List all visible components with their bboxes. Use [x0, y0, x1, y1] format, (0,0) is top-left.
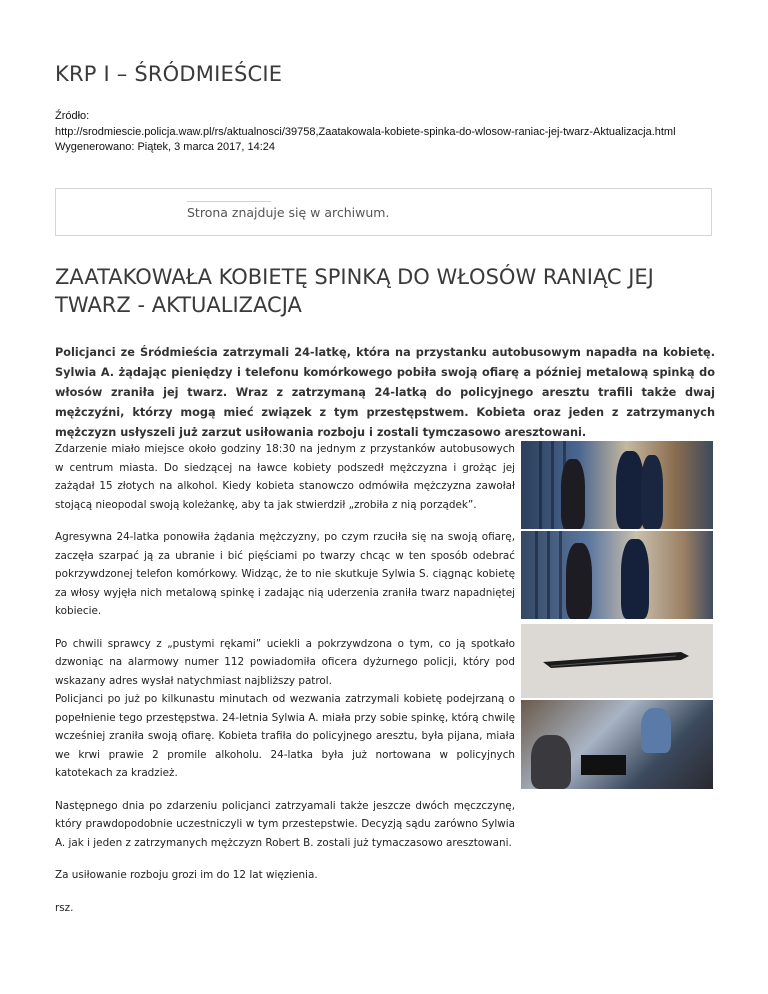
photo-arrest-1 [521, 441, 713, 529]
archive-notice [55, 188, 712, 236]
signature: rsz. [55, 901, 74, 914]
generated-date: Wygenerowano: Piątek, 3 marca 2017, 14:24 [55, 141, 276, 153]
paragraph: Zdarzenie miało miejsce około godziny 18:30 na jednym z przystanków autobusowych w centrum miasta. Do siedzącej na ławce kobiety podszedł mężczyzna i grożąc jej zażądał 15 złotych na alkohol. Kiedy kobieta stanowczo odmówiła mężczyzna zawołał stojącą nieopodal swoją koleżankę, aby ta jak stwierdził „zrobiła z nią porządek”. [55, 443, 515, 511]
hairpin-graphic [541, 648, 691, 670]
paragraph: Agresywna 24-latka ponowiła żądania mężczyzny, po czym rzuciła się na swoją ofiarę, zaczęła szarpać ją za ubranie i bić pięściami po twarzy chcąc w ten sposób odebrać pokrzywdzonej telefon komórkowy. Widząc, że to nie skutkuje Sylwia S. ciągnąc kobietę za włosy wyjęła nich metalową spinkę i zadając nią uderzenia zraniła twarz napadniętej kobiecie. [55, 531, 515, 617]
article-lead: Policjanci ze Śródmieścia zatrzymali 24-latkę, która na przystanku autobusowym napadła na kobietę. Sylwia A. żądając pieniędzy i telefonu komórkowego pobiła swoją ofiarę a później metalową spinką do włosów zraniła jej twarz. Wraz z zatrzymaną 24-latką do policyjnego aresztu trafili także dwaj mężczyźni, którzy mogą mieć związek z tym przestępstwem. Kobieta oraz jeden z zatrzymanych mężczyzn usłyszeli już zarzut usiłowania rozboju i zostali tymczasowo aresztowani. [55, 346, 715, 439]
site-title: KRP I – ŚRÓDMIEŚCIE [55, 62, 283, 86]
paragraph: Następnego dnia po zdarzeniu policjanci zatrzyamali także jeszcze dwóch męczczynę, który prawdopodobnie uczestniczyli w tym przestepstwie. Decyzją sądu zarówno Sylwia A. jak i jeden z zatrzymanych mężczyzn Robert B. zostali już tymaczasowo aresztowani. [55, 799, 515, 849]
photo-arrest-2 [521, 531, 713, 619]
paragraph: Po chwili sprawcy z „pustymi rękami” uciekli a pokrzywdzona o tym, co ją spotkało dzwoniąc na alarmowy numer 112 powiadomiła oficera dyżurnego policji, który pod wskazany adres wysłał natychmiast najbliższy patrol. [55, 637, 515, 687]
article-title: ZAATAKOWAŁA KOBIETĘ SPINKĄ DO WŁOSÓW RANIĄC JEJ TWARZ - AKTUALIZACJA [55, 265, 654, 317]
divider [187, 201, 271, 202]
photo-interrogation [521, 700, 713, 789]
archive-note: Strona znajduje się w archiwum. [187, 205, 390, 220]
paragraph: Policjanci po już po kilkunastu minutach od wezwania zatrzymali kobietę podejrzaną o popełnienie tego przestępstwa. 24-letnia Sylwia A. miała przy sobie spinkę, którą chwilę wcześniej zraniła swoją ofiarę. Kobieta trafiła do policyjnego aresztu, była pijana, miała we krwi prawie 2 promile alkoholu. 24-latka była już nortowana w policyjnych katotekach za kradzież. [55, 693, 515, 779]
article-body [55, 440, 515, 931]
photo-hairpin [521, 624, 713, 698]
document-meta [55, 109, 715, 156]
source-label: Źródło: [55, 110, 90, 122]
paragraph: Za usiłowanie rozboju grozi im do 12 lat więzienia. [55, 869, 318, 881]
source-url: http://srodmiescie.policja.waw.pl/rs/aktualnosci/39758,Zaatakowala-kobiete-spinka-do-wlosow-raniac-jej-twarz-Aktualizacja.html [55, 125, 676, 138]
